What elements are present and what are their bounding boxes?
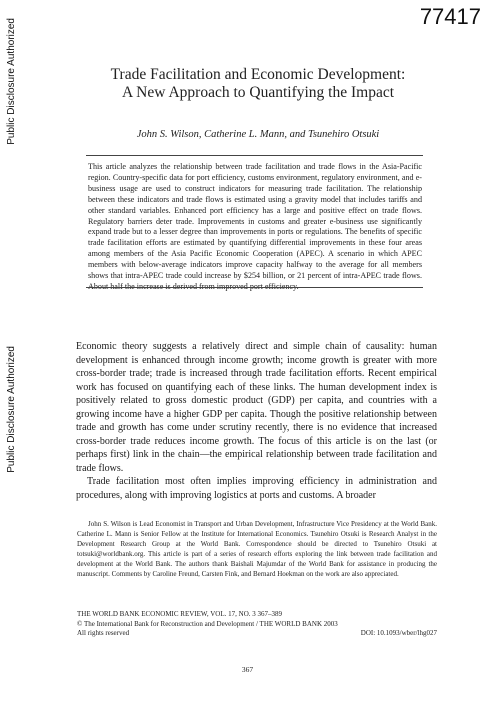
journal-doi: DOI: 10.1093/wber/lhg027 [360,629,437,637]
title-line-1: Trade Facilitation and Economic Development: [110,66,406,83]
disclosure-label-bottom: Public Disclosure Authorized [6,346,17,473]
disclosure-label-top: Public Disclosure Authorized [6,18,17,145]
journal-info [77,610,437,639]
article-title [80,66,436,102]
document-number: 77417 [419,4,481,29]
body-paragraph-2: Trade facilitation most often implies improving efficiency in administration and procedures, along with improving logistics at ports and customs. A broader [76,476,437,501]
author-footnote [77,519,437,579]
journal-copyright: © The International Bank for Reconstruction and Development / THE WORLD BANK 2003 [77,619,338,628]
abstract-top-rule [86,155,423,156]
journal-rights-row [77,629,437,639]
body-paragraph-1: Economic theory suggests a relatively direct and simple chain of causality: human development is enhanced through income growth; income growth is greater with more cross-border trade; trade is increased through trade facilitation efforts. Recent empirical work has focused on quantifying each of these links. The human development index is positively related to gross domestic product (GDP) per capita, and countries with a growing income have a higher GDP per capita. Though the positive relationship between trade and growth has come under scrutiny recently, there is no evidence that increased cross-border trade reduces income growth. The focus of this article is on the last (or perhaps first) link in the chain—the empirical relationship between trade facilitation and trade flows. [76,341,437,474]
journal-citation: THE WORLD BANK ECONOMIC REVIEW, VOL. 17, NO. 3 367–389 [77,610,283,618]
page-number: 367 [241,665,254,674]
abstract-bottom-rule [86,287,423,288]
title-line-2: A New Approach to Quantifying the Impact [121,84,395,101]
journal-rights: All rights reserved [77,629,130,637]
author-list: John S. Wilson, Catherine L. Mann, and Tsunehiro Otsuki [136,129,380,140]
body-text [76,340,437,502]
abstract-text: This article analyzes the relationship between trade facilitation and trade flows in the Asia-Pacific region. Country-specific data for port efficiency, customs environment, regulatory environment, and e-business usage are used to construct indicators for measuring trade facilitation. The relationship between these indicators and trade flows is estimated using a gravity model that includes tariffs and other standard variables. Enhanced port efficiency has a large and positive effect on trade flows. Regulatory barriers deter trade. Improvements in customs and greater e-business use significantly expand trade but to a lesser degree than improvements in ports or regulations. The benefits of specific trade facilitation efforts are estimated by quantifying differential improvements in these four areas among members of the Asia Pacific Economic Cooperation (APEC). A scenario in which APEC members with below-average indicators improve capacity halfway to the average for all members shows that intra-APEC trade could increase by $254 billion, or 21 percent of intra-APEC trade flows. About half the increase is derived from improved port efficiency. [88,162,422,291]
footnote-text: John S. Wilson is Lead Economist in Transport and Urban Development, Infrastructure Vice Presidency at the World Bank. Catherine L. Mann is Senior Fellow at the Institute for International Economics. Tsunehiro Otsuki is Research Analyst in the Development Research Group at the World Bank. Correspondence should be directed to Tsunehiro Otsuki at totsuki@worldbank.org. This article is part of a series of research efforts exploring the link between trade facilitation and development at the World Bank. The authors thank Baishali Majumdar of the World Bank for assistance in producing the manuscript. Comments by Caroline Freund, Carsten Fink, and Bernard Hoekman on the work are also appreciated. [77,520,437,578]
